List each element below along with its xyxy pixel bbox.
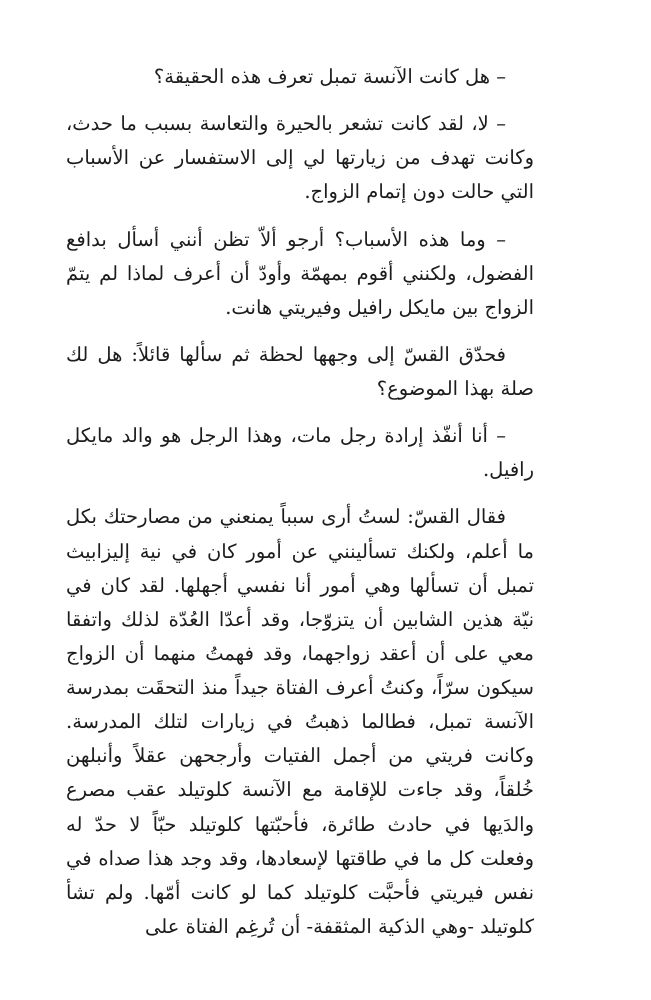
book-page — [66, 60, 534, 944]
dialogue-paragraph: – وما هذه الأسباب؟ أرجو ألاّ تظن أنني أسأل بدافع الفضول، ولكنني أقوم بمهمّة وأودّ أن أعرف لماذا لم يتمّ الزواج بين مايكل رافيل وفيريتي هانت. — [66, 227, 534, 319]
narration-paragraph: فقال القسّ: لستُ أرى سبباً يمنعني من مصارحتك بكل ما أعلم، ولكنك تسألينني عن أمور كان في نية إليزابيث تمبل أن تسألها وهي أمور أنا نفسي أجهلها. لقد كان في نيّة هذين الشابين أن يتزوّجا، وقد أعدّا العُدّة لذلك واتفقا معي على أن أعقد زواجهما، وقد فهمتُ منهما أن الزواج سيكون سرّاً، وكنتُ أعرف الفتاة جيداً منذ التحقَت بمدرسة الآنسة تمبل، فطالما ذهبتُ في زيارات لتلك المدرسة. وكانت فريتي من أجمل الفتيات وأرجحهن عقلاً وأنبلهن خُلقاً، وقد جاءت للإقامة مع الآنسة كلوتيلد عقب مصرع والدَيها في حادث طائرة، فأحبّتها كلوتيلد حبّاً لا حدّ له وفعلت كل ما في طاقتها لإسعادها، وقد وجد هذا صداه في نفس فيريتي فأحبَّت كلوتيلد كما لو كانت أمّها. ولم تشأ كلوتيلد -وهي الذكية المثقفة- أن تُرغِم الفتاة على — [66, 505, 534, 938]
dialogue-paragraph: – هل كانت الآنسة تمبل تعرف هذه الحقيقة؟ — [153, 65, 506, 88]
dialogue-paragraph: – أنا أنفّذ إرادة رجل مات، وهذا الرجل هو والد مايكل رافيل. — [66, 424, 534, 482]
dialogue-paragraph: – لا، لقد كانت تشعر بالحيرة والتعاسة بسبب ما حدث، وكانت تهدف من زيارتها لي إلى الاستفسار عن الأسباب التي حالت دون إتمام الزواج. — [66, 112, 534, 204]
narration-paragraph: فحدّق القسّ إلى وجهها لحظة ثم سألها قائلاً: هل لك صلة بهذا الموضوع؟ — [66, 342, 534, 400]
